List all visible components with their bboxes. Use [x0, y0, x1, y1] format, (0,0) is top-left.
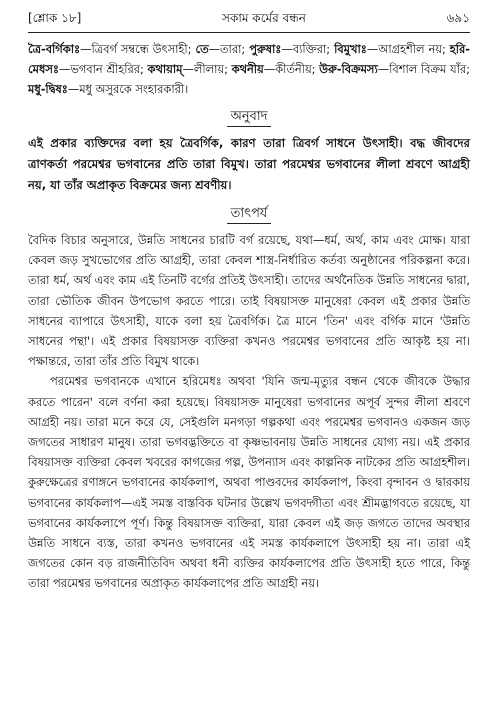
verse-reference: [শ্লোক ১৮]	[28, 11, 82, 25]
chapter-title: সকাম কর্মের বন্ধন	[222, 11, 306, 25]
synonym-term: হরি-মেধসঃ	[28, 42, 470, 76]
synonym-term: তে	[195, 42, 209, 56]
header-rule	[28, 32, 470, 33]
synonym-term: উরু-বিক্রমস্য	[319, 62, 378, 76]
page-number: ৬৯১	[446, 11, 470, 25]
synonym-term: ত্রৈ-বর্গিকাঃ	[28, 42, 81, 56]
translation-heading: অনুবাদ	[28, 107, 470, 128]
synonym-term: বিমুখাঃ	[334, 42, 367, 56]
synonym-term: কথনীয়	[231, 62, 264, 76]
purport-paragraph: বৈদিক বিচার অনুসারে, উন্নতি সাধনের চারটি বর্গ রয়েছে, যথা—ধর্ম, অর্থ, কাম এবং মোক্ষ। যারা কেবল জড় সুখভোগের প্রতি আগ্রহী, তারা কেবল শাস্ত্র-নির্ধারিত কর্তব্য অনুষ্ঠানের পরিকল্পনা করে। তারা ধর্ম, অর্থ এবং কাম এই তিনটি বর্গের প্রতিই উৎসাহী। তাদের অর্থনৈতিক উন্নতি সাধনের দ্বারা, তারা ভৌতিক জীবন উপভোগ করতে পারে। তাই বিষয়াসক্ত মানুষেরা কেবল এই প্রকার উন্নতি সাধনের ব্যাপারে উৎসাহী, যাকে বলা হয় ত্রৈবর্গিক। ত্রৈ মানে 'তিন' এবং বর্গিক মানে 'উন্নতি সাধনের পন্থা'। এই প্রকার বিষয়াসক্ত ব্যক্তিরা কখনও পরমেশ্বর ভগবানের প্রতি আকৃষ্ট হয় না। পক্ষান্তরে, তারা তাঁর প্রতি বিমুখ থাকে।	[28, 233, 470, 369]
purport-paragraph: পরমেশ্বর ভগবানকে এখানে হরিমেধঃ অথবা 'যিনি জন্ম-মৃত্যুর বন্ধন থেকে জীবকে উদ্ধার করতে পারেন' বলে বর্ণনা করা হয়েছে। বিষয়াসক্ত মানুষেরা ভগবানের অপূর্ব সুন্দর লীলা শ্রবণে আগ্রহী নয়। তারা মনে করে যে, সেইগুলি মনগড়া গল্পকথা এবং পরমেশ্বর ভগবানও একজন জড় জগতের সাধারণ মানুষ। তারা ভগবদ্ভক্তিতে বা কৃষ্ণভাবনায় উন্নতি সাধনের যোগ্য নয়। এই প্রকার বিষয়াসক্ত ব্যক্তিরা কেবল খবরের কাগজের গল্প, উপন্যাস এবং কাল্পনিক নাটকের প্রতি আগ্রহশীল। কুরুক্ষেত্রের রণাঙ্গনে ভগবানের কার্যকলাপ, অথবা পাণ্ডবদের কার্যকলাপ, কিংবা বৃন্দাবন ও দ্বারকায় ভগবানের কার্যকলাপ—এই সমস্ত বাস্তবিক ঘটনার উল্লেখ ভগবদ্গীতা এবং শ্রীমদ্ভাগবতে রয়েছে, যা ভগবানের কার্যকলাপে পূর্ণ। কিন্তু বিষয়াসক্ত ব্যক্তিরা, যারা কেবল এই জড় জগতে তাদের অবস্থার উন্নতি সাধনে ব্যস্ত, তারা কখনও ভগবানের এই সমস্ত কার্যকলাপে উৎসাহী হয় না। তারা এই জগতের কোন বড় রাজনীতিবিদ অথবা ধনী ব্যক্তির কার্যকলাপের প্রতি উৎসাহী হতে পারে, কিন্তু তারা পরমেশ্বর ভগবানের অপ্রাকৃত কার্যকলাপের প্রতি আগ্রহী নয়।	[28, 374, 470, 591]
synonym-meaning: ব্যক্তিরা;	[292, 42, 331, 56]
synonym-meaning: আগ্রহশীল নয়;	[378, 42, 446, 56]
synonym-term: পুরুষাঃ	[249, 42, 282, 56]
purport-body	[28, 230, 470, 594]
synonym-meaning: বিশাল বিক্রম যাঁর;	[389, 62, 470, 76]
synonym-term: মধু-দ্বিষঃ	[28, 82, 68, 96]
translation-text: এই প্রকার ব্যক্তিদের বলা হয় ত্রৈবর্গিক, কারণ তারা ত্রিবর্গ সাধনে উৎসাহী। বদ্ধ জীবদের ত্রাণকর্তা পরমেশ্বর ভগবানের প্রতি তারা বিমুখ। তারা পরমেশ্বর ভগবানের লীলা শ্রবণে আগ্রহী নয়, যা তাঁর অপ্রাকৃত বিক্রমের জন্য শ্রবণীয়।	[28, 136, 470, 192]
purport-heading: তাৎপর্য	[28, 204, 470, 225]
synonym-meaning: ত্রিবর্গ সম্বন্ধে উৎসাহী;	[91, 42, 192, 56]
synonym-meaning: তারা;	[220, 42, 246, 56]
synonym-meaning: মধু অসুরকে সংহারকারী।	[79, 82, 189, 96]
book-page	[28, 10, 470, 594]
synonym-meaning: ভগবান শ্রীহরির;	[70, 62, 144, 76]
page-header	[28, 10, 470, 32]
synonym-meaning: কীর্তনীয়;	[275, 62, 316, 76]
synonym-meaning: লীলায়;	[193, 62, 228, 76]
synonym-term: কথায়াম্	[147, 62, 183, 76]
synonyms-block: ত্রৈ-বর্গিকাঃ—ত্রিবর্গ সম্বন্ধে উৎসাহী; তে—তারা; পুরুষাঃ—ব্যক্তিরা; বিমুখাঃ—আগ্রহশীল নয়; হরি-মেধসঃ—ভগবান শ্রীহরির; কথায়াম্—লীলায়; কথনীয়—কীর্তনীয়; উরু-বিক্রমস্য—বিশাল বিক্রম যাঁর; মধু-দ্বিষঃ—মধু অসুরকে সংহারকারী।	[28, 42, 470, 96]
